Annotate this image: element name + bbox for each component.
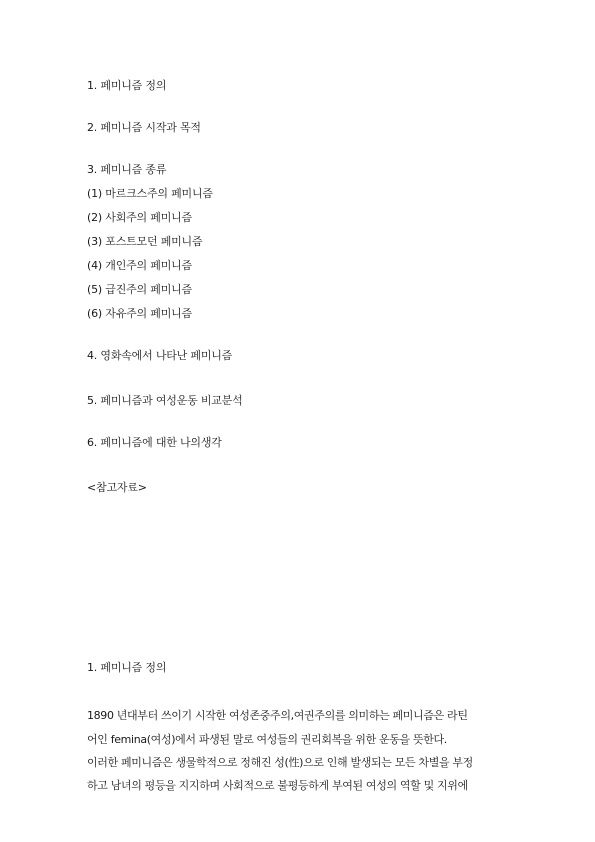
toc-subitem: (2) 사회주의 페미니즘	[87, 211, 192, 224]
toc-item-2: 2. 페미니즘 시작과 목적	[87, 121, 201, 134]
toc-subitem: (3) 포스트모던 페미니즘	[87, 235, 203, 248]
references-heading: <참고자료>	[87, 481, 147, 494]
paragraph-line: 어인 femina(여성)에서 파생된 말로 여성들의 권리회복을 위한 운동을 뜻한다.	[87, 733, 447, 746]
toc-item-1: 1. 페미니즘 정의	[87, 79, 167, 92]
toc-subitem: (5) 급진주의 페미니즘	[87, 283, 192, 296]
paragraph-line: 이러한 페미니즘은 생물학적으로 정해진 성(性)으로 인해 발생되는 모든 차별을 부정	[87, 756, 473, 769]
paragraph-line: 하고 남녀의 평등을 지지하며 사회적으로 불평등하게 부여된 여성의 역할 및 지위에	[87, 779, 468, 792]
toc-item-3: 3. 페미니즘 종류	[87, 163, 167, 176]
toc-subitem: (1) 마르크스주의 페미니즘	[87, 187, 213, 200]
toc-item-5: 5. 페미니즘과 여성운동 비교분석	[87, 394, 243, 407]
toc-subitem: (6) 자유주의 페미니즘	[87, 307, 192, 320]
toc-item-4: 4. 영화속에서 나타난 페미니즘	[87, 349, 233, 362]
paragraph-line: 1890 년대부터 쓰이기 시작한 여성존중주의,여권주의를 의미하는 페미니즘은 라틴	[87, 709, 468, 722]
toc-subitem: (4) 개인주의 페미니즘	[87, 259, 192, 272]
toc-item-6: 6. 페미니즘에 대한 나의생각	[87, 436, 222, 449]
section-heading: 1. 페미니즘 정의	[87, 661, 167, 674]
